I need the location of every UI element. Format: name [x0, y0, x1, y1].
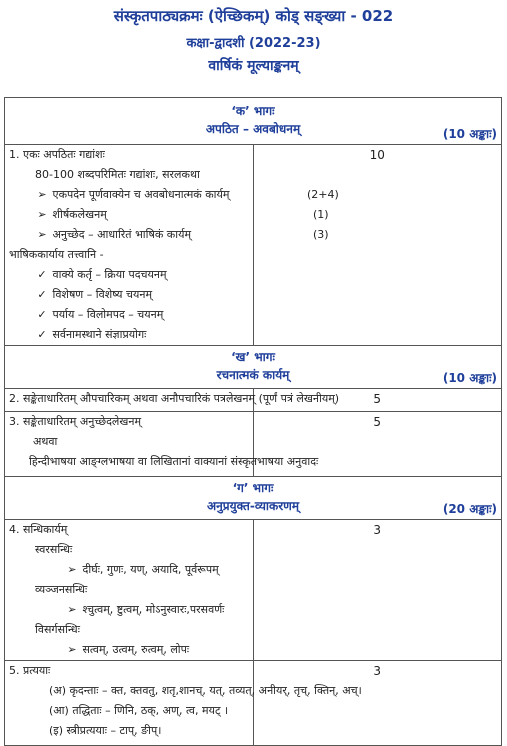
q5-stri-pratyaya: (इ) स्त्रीप्रत्ययाः – टाप्, ङीप्। — [49, 724, 162, 737]
class-year: कक्षा-द्वादशी (2022-23) — [186, 36, 321, 51]
q1-point-3: ➢ अनुच्छेद – आधारितं भाषिकं कार्यम् (3) — [9, 225, 253, 245]
question-3-row — [5, 412, 502, 477]
q1-description: 80-100 शब्दपरिमितः गद्यांशः, सरलकथा — [35, 168, 200, 181]
arrow-bullet-icon: ➢ — [37, 188, 47, 201]
question-5-row — [5, 661, 502, 746]
check-item-2: ✓ विशेषण – विशेष्य चयनम् — [9, 285, 253, 305]
section-kha-label: ‘ख’ भागः — [231, 350, 275, 364]
q1-marks: 10 — [369, 148, 385, 162]
check-item-1: ✓ वाक्ये कर्तृ – क्रिया पदचयनम् — [9, 265, 253, 285]
section-ga-title: अनुप्रयुक्त-व्याकरणम् — [206, 499, 300, 513]
question-2-row — [5, 389, 502, 412]
check-icon: ✓ — [37, 288, 47, 301]
section-kha-marks: (10 अङ्काः) — [442, 371, 497, 385]
q1-point-2: ➢ शीर्षकलेखनम् (1) — [9, 205, 253, 225]
question-4-row — [5, 520, 502, 661]
q5-heading: 5. प्रत्ययाः — [9, 664, 51, 677]
swara-sandhi-label: स्वरसन्धिः — [35, 543, 73, 556]
q1-point-1: ➢ एकपदेन पूर्णवाक्येन च अवबोधनात्मकं कार्यम् (2+4) — [9, 185, 253, 205]
vyanjana-sandhi-label: व्यञ्जनसन्धिः — [35, 583, 88, 596]
q3-alternative: हिन्दीभाषया आङ्ग्लभाषया वा लिखितानां वाक्यानां संस्कृतभाषया अनुवादः — [29, 455, 319, 468]
section-ka-marks: (10 अङ्काः) — [442, 127, 497, 141]
section-ka-label: ‘क’ भागः — [231, 104, 275, 118]
section-ka-header — [5, 98, 502, 145]
visarga-sandhi-items: ➢ सत्वम्, उत्वम्, रुत्वम्, लोपः — [9, 640, 253, 660]
arrow-bullet-icon: ➢ — [37, 228, 47, 241]
q3-or: अथवा — [33, 435, 58, 448]
vyanjana-sandhi-items: ➢ श्चुत्वम्, ष्टुत्वम्, मोऽनुस्वारः,परसवर्णः — [9, 600, 253, 620]
q4-heading: 4. सन्धिकार्यम् — [9, 523, 68, 536]
arrow-bullet-icon: ➢ — [67, 643, 77, 656]
q5-krdanta: (अ) कृदन्ताः – क्त, क्तवतु, शतृ,शानच्, यत्, तव्यत्, अनीयर्, तृच्, क्तिन्, अच्। — [49, 684, 362, 697]
check-item-3: ✓ पर्याय – विलोमपद – चयनम् — [9, 305, 253, 325]
q4-marks: 3 — [373, 523, 382, 537]
syllabus-table — [4, 97, 502, 746]
q1-point-3-value: (3) — [313, 228, 329, 241]
check-item-4: ✓ सर्वनामस्थाने संज्ञाप्रयोगः — [9, 325, 253, 345]
check-icon: ✓ — [37, 328, 47, 341]
check-icon: ✓ — [37, 268, 47, 281]
section-ga-header — [5, 477, 502, 520]
check-icon: ✓ — [37, 308, 47, 321]
arrow-bullet-icon: ➢ — [37, 208, 47, 221]
question-1-row — [5, 145, 502, 346]
swara-sandhi-items: ➢ दीर्घः, गुणः, यण्, अयादि, पूर्वरूपम् — [9, 560, 253, 580]
q5-marks: 3 — [373, 664, 382, 678]
visarga-sandhi-label: विसर्गसन्धिः — [35, 623, 80, 636]
q1-point-1-value: (2+4) — [307, 188, 339, 201]
q2-marks: 5 — [373, 392, 382, 406]
q3-marks: 5 — [373, 415, 382, 429]
q1-language-elements: भाषिककार्याय तत्त्वानि - — [9, 248, 104, 261]
section-ka-title: अपठित – अवबोधनम् — [205, 122, 301, 136]
assessment-title: वार्षिकं मूल्याङ्कनम् — [208, 58, 299, 74]
q3-text: 3. सङ्केताधारितम् अनुच्छेदलेखनम् — [9, 415, 142, 428]
arrow-bullet-icon: ➢ — [67, 603, 77, 616]
q2-text: 2. सङ्केताधारितम् औपचारिकम् अथवा अनौपचारिकं पत्रलेखनम् (पूर्णं पत्रं लेखनीयम्) — [9, 392, 340, 405]
q1-point-2-value: (1) — [313, 208, 329, 221]
section-kha-header — [5, 346, 502, 389]
q1-heading: 1. एकः अपठितः गद्यांशः — [9, 148, 105, 161]
section-ga-label: ‘ग’ भागः — [232, 481, 274, 495]
q5-taddhita: (आ) तद्धिताः – णिनि, ठक्, अण्, त्व, मयट् । — [49, 704, 229, 717]
section-kha-title: रचनात्मकं कार्यम् — [216, 368, 290, 382]
arrow-bullet-icon: ➢ — [67, 563, 77, 576]
section-ga-marks: (20 अङ्काः) — [442, 502, 497, 516]
document-title: संस्कृतपाठ्यक्रमः (ऐच्छिकम्) कोड् सङ्ख्या - 022 — [113, 7, 394, 25]
